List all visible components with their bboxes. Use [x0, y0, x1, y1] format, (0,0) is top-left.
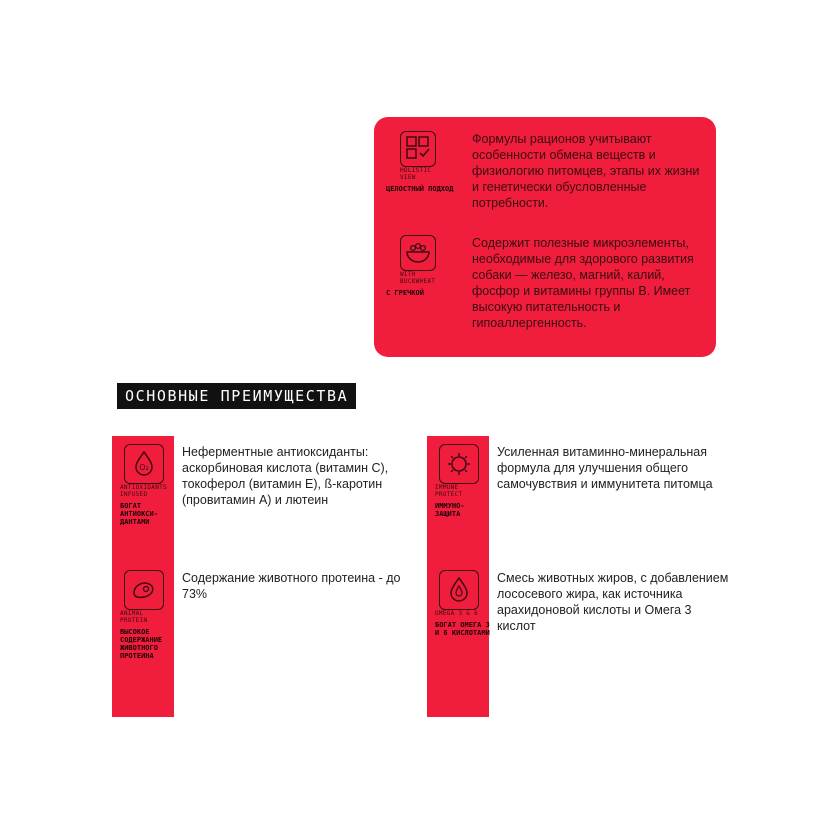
advantage-text: Смесь животных жиров, с добавлением лососевого жира, как источника арахидоновой кислоты и Омега 3 кислот [497, 571, 729, 633]
advantage-label: ИММУНО-ЗАЩИТА [435, 502, 465, 518]
icon-caption: ANIMAL PROTEIN [120, 610, 148, 624]
feature-text: Содержит полезные микроэлементы, необходимые для здорового развития собаки — железо, магний, калий, фосфор и витамины группы В. Имеет высокую питательность и гипоаллергенность. [472, 236, 694, 330]
icon-caption: OMEGA 3 & 6 [435, 610, 479, 617]
section-title: ОСНОВНЫЕ ПРЕИМУЩЕСТВА [117, 383, 356, 409]
advantage-badge [116, 444, 174, 526]
advantage-badge [431, 570, 489, 637]
feature-label: ЦЕЛОСТНЫЙ ПОДХОД [386, 185, 454, 193]
advantage-text: Содержание животного протеина - до 73% [182, 571, 401, 601]
feature-label: С ГРЕЧКОЙ [386, 289, 424, 297]
icon-caption: WITH BUCKWHEAT [400, 271, 436, 285]
icon-caption: HOLISTIC VIEW [400, 167, 432, 181]
immune-protect-icon [439, 444, 479, 484]
animal-protein-icon [124, 570, 164, 610]
omega-drop-icon [439, 570, 479, 610]
icon-caption: IMMUNE PROTECT [435, 484, 463, 498]
advantage-label: БОГАТ АНТИОКСИ-ДАНТАМИ [120, 502, 158, 526]
feature-badge [386, 131, 456, 193]
holistic-view-icon [400, 131, 436, 167]
advantage-label: ВЫСОКОЕ СОДЕРЖАНИЕ ЖИВОТНОГО ПРОТЕИНА [120, 628, 163, 660]
advantage-label: БОГАТ ОМЕГА 3 И 6 КИСЛОТАМИ [435, 621, 490, 637]
advantage-text: Неферментные антиоксиданты: аскорбиновая кислота (витамин С), токоферол (витамин Е), ß-каротин (провитамин А) и лютеин [182, 445, 389, 507]
svg-text:O₂: O₂ [139, 463, 149, 472]
benefits-card [374, 117, 716, 357]
advantage-text: Усиленная витаминно-минеральная формула для улучшения общего самочувствия и иммунитета питомца [497, 445, 713, 491]
antioxidants-icon [124, 444, 164, 484]
icon-caption: ANTIOXIDANTS INFUSED [120, 484, 167, 498]
advantage-badge [431, 444, 489, 518]
advantages-column-left [112, 436, 422, 717]
advantage-badge [116, 570, 174, 660]
feature-badge [386, 235, 456, 297]
feature-text: Формулы рационов учитывают особенности обмена веществ и физиологию питомцев, этапы их жизни и генетически обусловленные потребности. [472, 132, 700, 210]
advantages-column-right [427, 436, 737, 717]
buckwheat-bowl-icon [400, 235, 436, 271]
